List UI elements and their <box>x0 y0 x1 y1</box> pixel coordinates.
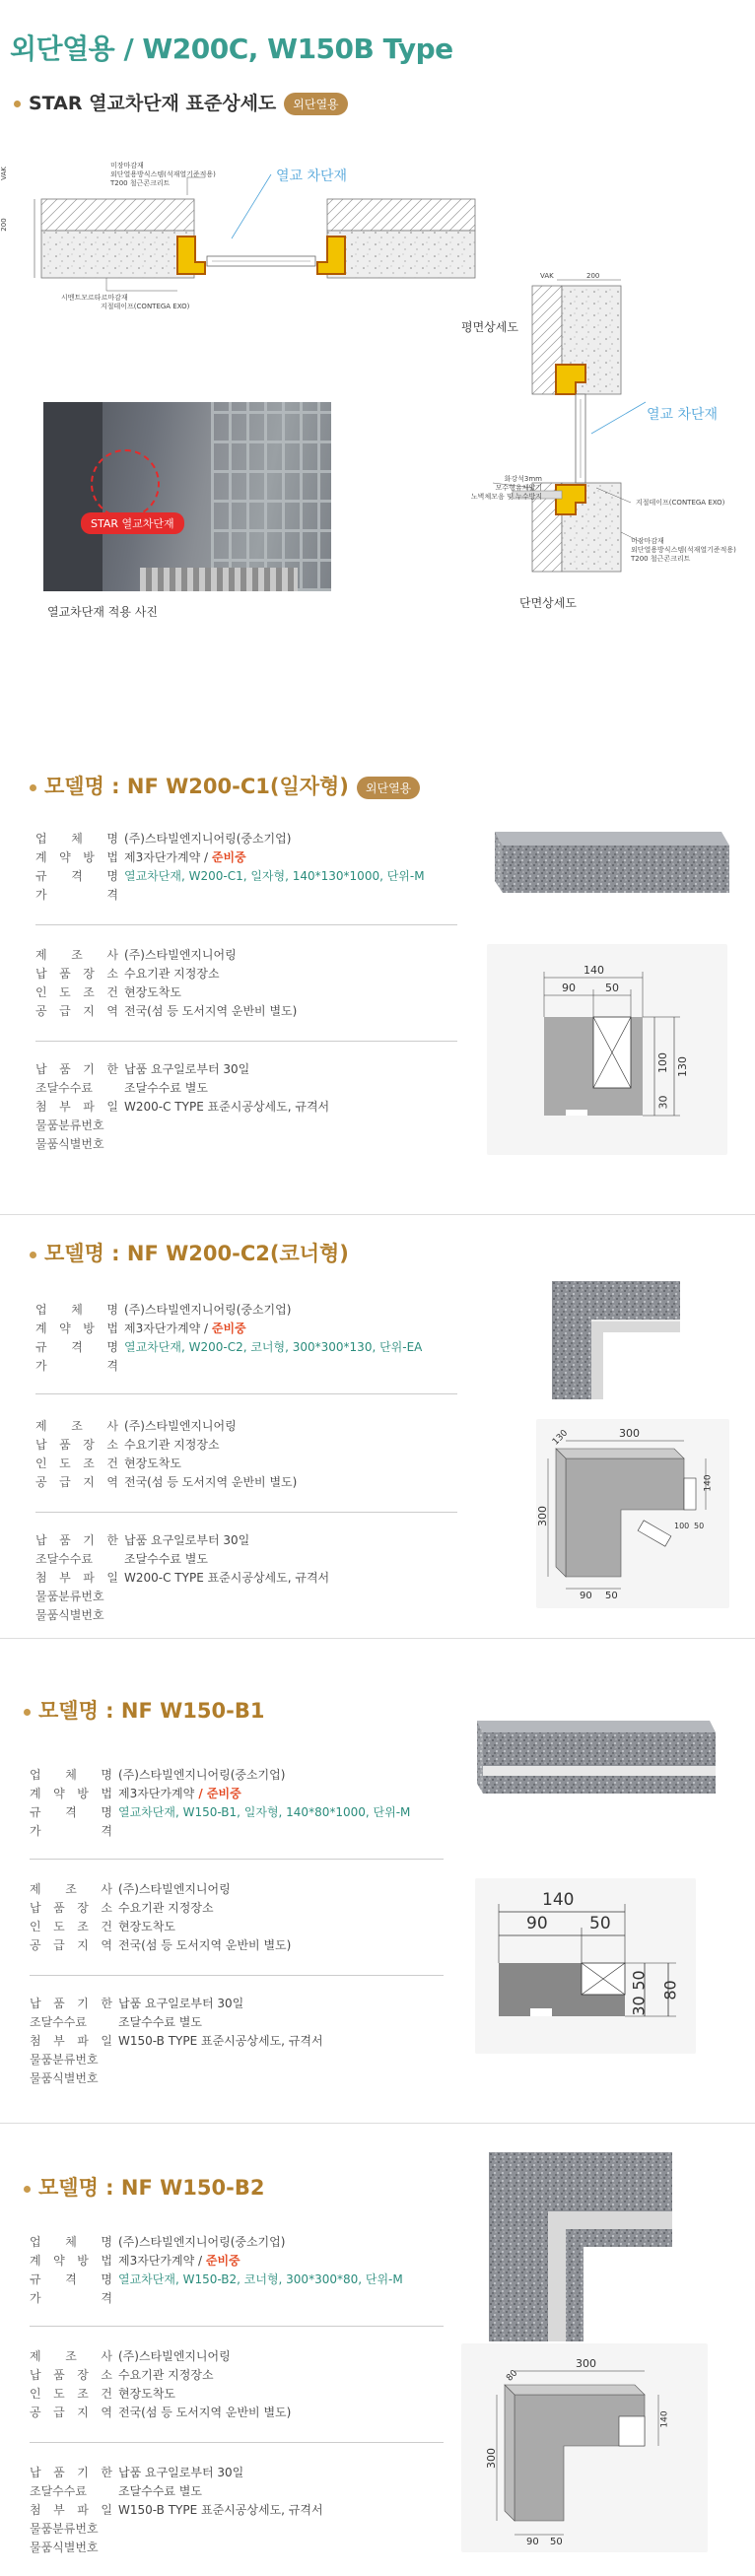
model-name: 모델명 : NF W200-C2(코너형) <box>44 1242 349 1265</box>
spec-block-basic <box>30 2233 404 2308</box>
spec-label: 납 품 기 한 <box>30 2466 112 2479</box>
photo-label: STAR 열교차단재 <box>81 512 184 534</box>
attachment-value[interactable]: W150-B TYPE 표준시공상세도, 규격서 <box>118 2503 323 2517</box>
spec-label: 첨 부 파 일 <box>35 1100 118 1114</box>
model-name: 모델명 : NF W200-C1(일자형) <box>44 775 349 798</box>
spec-label: 인 도 조 건 <box>30 1920 112 1933</box>
dimension-drawing-panel <box>475 1878 696 2054</box>
spec-label: 계 약 방 법 <box>35 850 118 864</box>
spec-value <box>124 1357 410 1376</box>
spec-block-supply <box>30 2347 404 2422</box>
spec-label: 납 품 기 한 <box>35 1062 118 1076</box>
spec-label: 계 약 방 법 <box>35 1322 118 1335</box>
spec-value: 현장도착도 <box>118 2387 175 2401</box>
spec-value: 수요기관 지정장소 <box>118 2368 214 2382</box>
dim-label: 100 <box>656 1052 669 1073</box>
dim-label: 300 <box>576 2357 596 2370</box>
spec-value: 수요기관 지정장소 <box>118 1901 214 1915</box>
spec-value: 제3자단가계약 / <box>124 1322 212 1335</box>
spec-row <box>35 983 410 1002</box>
dim-label: 30 <box>629 1996 649 2016</box>
spec-value <box>118 1822 404 1841</box>
spec-row <box>35 1060 410 1079</box>
bullet-dot-icon <box>24 1709 31 1716</box>
spec-value: 전국(섬 등 도서지역 운반비 별도) <box>124 1004 298 1018</box>
bullet-dot-icon <box>24 2186 31 2193</box>
spec-label: 조달수수료 <box>35 1552 93 1566</box>
spec-value: 조달수수료 별도 <box>124 1081 208 1095</box>
dimension-drawing-panel <box>487 944 727 1155</box>
divider <box>35 1393 457 1394</box>
divider <box>30 1859 444 1860</box>
plan-200-label: 200 <box>0 218 8 232</box>
spec-row <box>30 2520 404 2539</box>
spec-row <box>35 1079 410 1098</box>
spec-row <box>35 1098 410 1117</box>
spec-value: (주)스타빌엔지니어링(중소기업) <box>124 1303 292 1317</box>
photo-scaffold <box>211 402 331 591</box>
spec-value: 제3자단가계약 / <box>124 850 212 864</box>
dim-label: 80 <box>660 1980 680 2000</box>
spec-row <box>35 1588 410 1606</box>
spec-value <box>124 886 410 905</box>
spec-block-basic <box>30 1766 411 1841</box>
spec-value: 전국(섬 등 도서지역 운반비 별도) <box>118 2406 292 2419</box>
spec-row <box>35 1569 410 1588</box>
spec-value: (주)스타빌엔지니어링 <box>124 948 237 962</box>
dim-label: 50 <box>550 2537 563 2547</box>
spec-label: 인 도 조 건 <box>35 1457 118 1470</box>
product-model-title <box>24 1695 264 1725</box>
dim-label: 50 <box>589 1914 611 1933</box>
spec-label: 제 조 사 <box>30 1882 112 1896</box>
divider <box>35 1512 457 1513</box>
spec-value: 조달수수료 별도 <box>118 2484 202 2498</box>
application-photo <box>43 402 331 591</box>
section-left-notes <box>434 475 542 502</box>
spec-label: 제 조 사 <box>30 2349 112 2363</box>
dim-label: 50 <box>629 1970 649 1991</box>
spec-label: 규 격 명 <box>35 1340 118 1354</box>
spec-row <box>35 867 425 886</box>
dim-label: 130 <box>676 1056 689 1077</box>
spec-value: (주)스타빌엔지니어링(중소기업) <box>118 2235 286 2249</box>
spec-block-delivery <box>35 1060 410 1154</box>
spec-label: 계 약 방 법 <box>30 2254 112 2268</box>
spec-row <box>35 1531 410 1550</box>
spec-label: 납 품 장 소 <box>35 1438 118 1452</box>
spec-value <box>124 1588 410 1606</box>
spec-value <box>124 1117 410 1135</box>
spec-value <box>118 2069 404 2088</box>
spec-block-delivery <box>30 1995 404 2088</box>
spec-value: 납품 요구일로부터 30일 <box>118 2466 244 2479</box>
spec-label: 공 급 지 역 <box>30 1938 112 1952</box>
spec-label: 물품분류번호 <box>35 1119 104 1132</box>
section-divider <box>0 1638 755 1639</box>
spec-row <box>35 830 410 848</box>
plan-note: 미장마감재 <box>110 162 144 169</box>
spec-value <box>118 2520 404 2539</box>
attachment-value[interactable]: W200-C TYPE 표준시공상세도, 규격서 <box>124 1571 330 1585</box>
spec-row <box>30 1785 404 1803</box>
spec-label: 납 품 장 소 <box>30 1901 112 1915</box>
section-caption: 단면상세도 <box>519 596 577 610</box>
dim-label: 50 <box>605 982 619 994</box>
spec-block-delivery <box>30 2464 404 2557</box>
spec-row <box>35 1135 410 1154</box>
spec-label: 물품분류번호 <box>30 2522 99 2536</box>
dim-label: 140 <box>583 964 604 977</box>
spec-row <box>35 1338 423 1357</box>
model-name: 모델명 : NF W150-B2 <box>38 2176 265 2200</box>
spec-row <box>35 1117 410 1135</box>
plan-bottom-notes <box>61 294 189 311</box>
spec-label: 첨 부 파 일 <box>30 2503 112 2517</box>
plan-vak-label: VAK <box>0 167 8 180</box>
spec-row <box>30 2233 404 2252</box>
spec-value: 납품 요구일로부터 30일 <box>124 1533 250 1547</box>
dim-label: 90 <box>562 982 576 994</box>
dim-label: 130 <box>550 1428 571 1448</box>
spec-row <box>30 2464 404 2482</box>
spec-label: 가 격 <box>35 1359 118 1373</box>
spec-value: 조달수수료 별도 <box>118 2015 202 2029</box>
section-vak-label: VAK <box>540 272 554 280</box>
spec-block-basic <box>35 1301 423 1376</box>
dim-label: 140 <box>659 2410 670 2428</box>
product-image-w150b2 <box>489 2152 672 2341</box>
section-divider <box>0 2123 755 2124</box>
spec-row <box>30 2051 404 2069</box>
section-note: 모수형유체얇기 <box>495 484 542 492</box>
photo-caption: 열교차단재 적용 사진 <box>47 605 158 619</box>
spec-row <box>30 2404 404 2422</box>
product-model-title <box>30 771 420 800</box>
spec-value: (주)스타빌엔지니어링(중소기업) <box>124 832 292 846</box>
dim-label: 100 <box>674 1522 690 1530</box>
dimension-drawing-w200c2 <box>536 1419 729 1608</box>
dim-label: 300 <box>485 2448 498 2469</box>
spec-label: 인 도 조 건 <box>35 985 118 999</box>
status-text: 준비중 <box>211 1322 246 1335</box>
spec-value <box>118 2289 404 2308</box>
status-text: / 준비중 <box>194 1787 241 1800</box>
spec-row <box>35 1320 410 1338</box>
spec-row <box>30 2069 404 2088</box>
spec-row <box>30 1822 404 1841</box>
spec-value: 납품 요구일로부터 30일 <box>124 1062 250 1076</box>
section-callout: 열교 차단재 <box>647 407 719 423</box>
spec-value: (주)스타빌엔지니어링 <box>124 1419 237 1433</box>
spec-value <box>118 2051 404 2069</box>
badge: 외단열용 <box>357 777 420 799</box>
dim-label: 50 <box>605 1591 618 1601</box>
spec-row <box>30 1803 411 1822</box>
spec-block-delivery <box>35 1531 410 1625</box>
photo-deck <box>140 568 298 591</box>
spec-row <box>35 1002 410 1021</box>
spec-label: 조달수수료 <box>30 2015 87 2029</box>
spec-row <box>35 848 410 867</box>
spec-label: 조달수수료 <box>30 2484 87 2498</box>
spec-value <box>124 1135 410 1154</box>
spec-row <box>30 2539 404 2557</box>
spec-value: (주)스타빌엔지니어링 <box>118 1882 231 1896</box>
spec-value: 제3자단가계약 / <box>118 2254 206 2268</box>
dim-label: 30 <box>656 1095 670 1110</box>
section-title-text: STAR 열교차단재 표준상세도 <box>29 93 277 114</box>
spec-block-basic <box>35 830 425 905</box>
spec-label: 가 격 <box>30 1824 112 1838</box>
spec-label: 규 격 명 <box>30 1805 112 1819</box>
spec-row <box>30 2271 404 2289</box>
spec-row <box>30 2482 404 2501</box>
spec-value: 전국(섬 등 도서지역 운반비 별도) <box>118 1938 292 1952</box>
spec-row <box>35 1301 410 1320</box>
spec-row <box>35 1436 410 1455</box>
spec-value: 수요기관 지정장소 <box>124 1438 220 1452</box>
dim-label: 300 <box>619 1427 640 1440</box>
section-note: 화강석3mm <box>504 475 542 483</box>
spec-value: 전국(섬 등 도서지역 운반비 별도) <box>124 1475 298 1489</box>
spec-value: 열교차단재, W200-C2, 코너형, 300*300*130, 단위-EA <box>124 1340 423 1354</box>
spec-value: 열교차단재, W200-C1, 일자형, 140*130*1000, 단위-M <box>124 869 425 883</box>
spec-label: 계 약 방 법 <box>30 1787 112 1800</box>
dimension-drawing-w200c1 <box>487 944 727 1155</box>
spec-value: 납품 요구일로부터 30일 <box>118 1997 244 2010</box>
spec-label: 첨 부 파 일 <box>35 1571 118 1585</box>
dimension-drawing-panel <box>461 2343 708 2552</box>
spec-label: 물품식별번호 <box>30 2071 99 2085</box>
spec-row <box>35 1455 410 1473</box>
spec-row <box>30 2501 404 2520</box>
spec-row <box>35 1550 410 1569</box>
divider <box>30 2326 444 2327</box>
dim-label: 140 <box>703 1474 714 1492</box>
plan-top-notes <box>110 162 216 188</box>
divider <box>30 1975 444 1976</box>
spec-label: 공 급 지 역 <box>30 2406 112 2419</box>
spec-value: 열교차단재, W150-B1, 일자형, 140*80*1000, 단위-M <box>118 1805 411 1819</box>
spec-row <box>30 2032 404 2051</box>
section-title <box>14 89 348 115</box>
section-right-note: 지절테이프(CONTEGA EXO) <box>636 499 725 507</box>
spec-row <box>30 1918 404 1936</box>
spec-value: 열교차단재, W150-B2, 코너형, 300*300*80, 단위-M <box>118 2272 403 2286</box>
plan-note: 지절테이프(CONTEGA EXO) <box>101 303 190 310</box>
spec-row <box>35 946 410 965</box>
status-text: 준비중 <box>205 2254 240 2268</box>
spec-row <box>35 1473 410 1492</box>
dim-label: 90 <box>526 2537 539 2547</box>
spec-label: 납 품 기 한 <box>35 1533 118 1547</box>
spec-label: 규 격 명 <box>35 869 118 883</box>
attachment-value[interactable]: W150-B TYPE 표준시공상세도, 규격서 <box>118 2034 323 2048</box>
spec-row <box>30 1899 404 1918</box>
spec-row <box>35 1417 410 1436</box>
spec-label: 납 품 장 소 <box>35 967 118 981</box>
spec-label: 업 체 명 <box>35 1303 118 1317</box>
spec-row <box>30 2252 404 2271</box>
plan-caption: 평면상세도 <box>461 320 518 334</box>
spec-label: 가 격 <box>30 2291 112 2305</box>
spec-label: 공 급 지 역 <box>35 1475 118 1489</box>
bullet-dot-icon <box>14 101 21 107</box>
photo-highlight-circle <box>91 449 160 518</box>
section-divider <box>0 1214 755 1215</box>
section-note: 노벽체모음 및 누수방지 <box>470 493 542 501</box>
product-image-w150b1 <box>467 1715 720 1801</box>
spec-label: 첨 부 파 일 <box>30 2034 112 2048</box>
plan-note: 외단열용방식스템(석재열기준적용) <box>110 170 216 178</box>
product-model-title <box>24 2172 264 2202</box>
product-model-title <box>30 1238 349 1267</box>
dim-label: 80 <box>505 2368 520 2384</box>
section-bottom-notes <box>631 537 736 564</box>
bullet-dot-icon <box>30 1252 36 1258</box>
spec-row <box>30 1766 404 1785</box>
spec-row <box>30 1880 404 1899</box>
dim-label: 140 <box>542 1890 575 1910</box>
spec-row <box>30 2347 404 2366</box>
dimension-drawing-panel <box>536 1419 729 1608</box>
spec-label: 업 체 명 <box>30 1768 112 1782</box>
attachment-value[interactable]: W200-C TYPE 표준시공상세도, 규격서 <box>124 1100 330 1114</box>
dim-label: 90 <box>580 1591 592 1601</box>
product-image-w200c1 <box>485 824 731 903</box>
spec-label: 납 품 장 소 <box>30 2368 112 2382</box>
spec-row <box>30 1936 404 1955</box>
spec-value: 제3자단가계약 <box>118 1787 195 1800</box>
spec-value: 수요기관 지정장소 <box>124 967 220 981</box>
model-name: 모델명 : NF W150-B1 <box>38 1699 265 1723</box>
divider <box>35 924 457 925</box>
spec-row <box>30 1995 404 2013</box>
spec-label: 제 조 사 <box>35 948 118 962</box>
spec-label: 가 격 <box>35 888 118 902</box>
spec-row <box>35 965 410 983</box>
status-text: 준비중 <box>211 850 246 864</box>
spec-label: 제 조 사 <box>35 1419 118 1433</box>
spec-value: 현장도착도 <box>124 1457 181 1470</box>
spec-block-supply <box>35 946 410 1021</box>
spec-row <box>35 1357 410 1376</box>
spec-row <box>35 1606 410 1625</box>
dimension-drawing-w150b2 <box>461 2343 708 2552</box>
spec-label: 물품식별번호 <box>35 1137 104 1151</box>
spec-label: 규 격 명 <box>30 2272 112 2286</box>
spec-label: 물품식별번호 <box>35 1608 104 1622</box>
divider <box>35 1041 457 1042</box>
spec-row <box>30 2366 404 2385</box>
divider <box>30 2442 444 2443</box>
plan-note: T200 철근콘크리트 <box>110 179 171 187</box>
spec-label: 공 급 지 역 <box>35 1004 118 1018</box>
spec-label: 조달수수료 <box>35 1081 93 1095</box>
spec-label: 업 체 명 <box>30 2235 112 2249</box>
spec-label: 물품식별번호 <box>30 2541 99 2554</box>
section-note: 미장마감재 <box>631 537 664 545</box>
spec-value: 조달수수료 별도 <box>124 1552 208 1566</box>
dim-label: 90 <box>526 1914 548 1933</box>
product-image-w200c2 <box>552 1281 680 1399</box>
spec-row <box>30 2385 404 2404</box>
bullet-dot-icon <box>30 784 36 791</box>
plan-callout: 열교 차단재 <box>276 169 348 184</box>
spec-label: 물품분류번호 <box>30 2053 99 2067</box>
spec-value: (주)스타빌엔지니어링(중소기업) <box>118 1768 286 1782</box>
dimension-drawing-w150b1 <box>475 1878 696 2054</box>
spec-value: (주)스타빌엔지니어링 <box>118 2349 231 2363</box>
section-200-label: 200 <box>586 272 600 280</box>
spec-value: 현장도착도 <box>124 985 181 999</box>
spec-row <box>35 886 410 905</box>
spec-row <box>30 2013 404 2032</box>
spec-label: 납 품 기 한 <box>30 1997 112 2010</box>
spec-label: 인 도 조 건 <box>30 2387 112 2401</box>
spec-value: 현장도착도 <box>118 1920 175 1933</box>
spec-value <box>124 1606 410 1625</box>
spec-label: 물품분류번호 <box>35 1590 104 1603</box>
plan-note: 시멘트모르타르마감재 <box>61 294 128 302</box>
section-note: 외단열용방식스템(석재열기준적용) <box>631 546 736 554</box>
spec-block-supply <box>35 1417 410 1492</box>
spec-label: 업 체 명 <box>35 832 118 846</box>
dim-label: 300 <box>536 1506 549 1526</box>
page-title: 외단열용 / W200C, W150B Type <box>10 33 453 65</box>
section-note: T200 철근콘크리트 <box>631 555 691 563</box>
dim-label: 50 <box>694 1522 705 1530</box>
spec-block-supply <box>30 1880 404 1955</box>
spec-row <box>30 2289 404 2308</box>
badge: 외단열용 <box>284 93 347 115</box>
spec-value <box>118 2539 404 2557</box>
